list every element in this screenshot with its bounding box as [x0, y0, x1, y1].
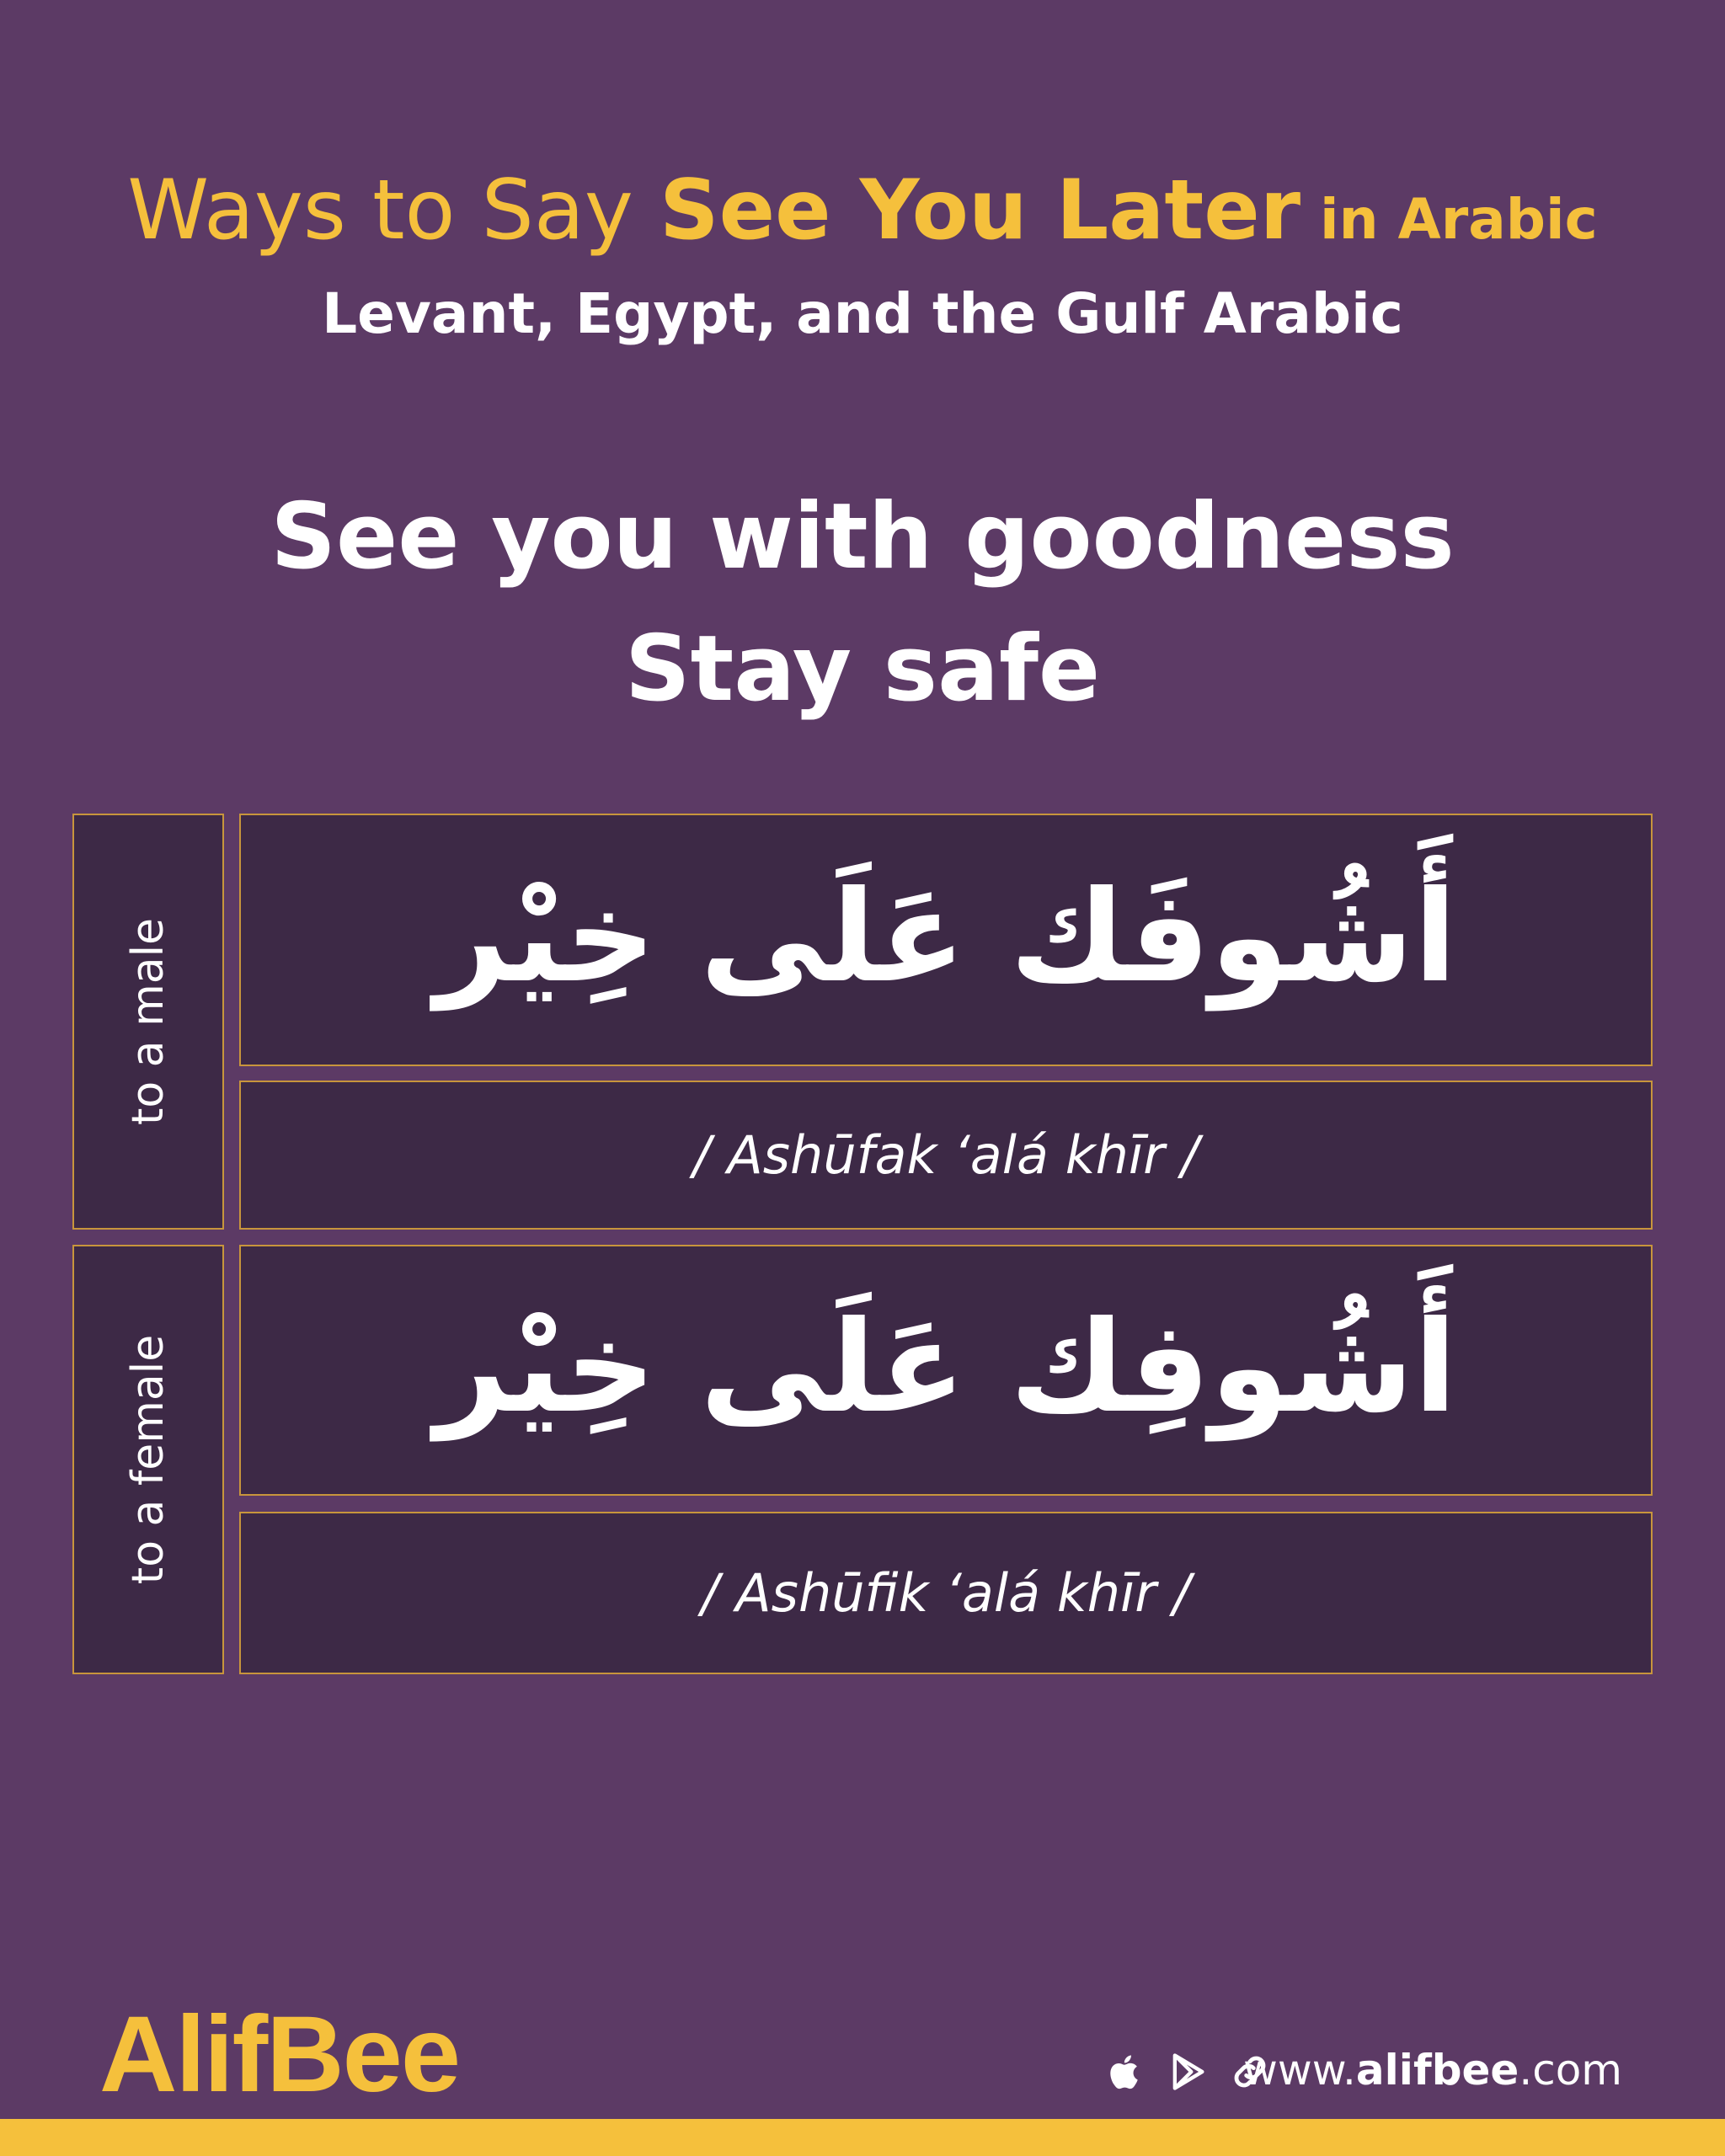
transliteration-female: / Ashūfik ʻalá khīr /	[701, 1561, 1191, 1624]
arabic-phrase-male: أَشُوفَك عَلَى خِيْر	[435, 864, 1457, 1011]
arabic-phrase-female: أَشُوفِك عَلَى خِيْر	[435, 1294, 1457, 1441]
transliteration-box-male	[239, 1081, 1653, 1230]
apple-icon[interactable]	[1103, 2050, 1147, 2094]
page-subtitle: Levant, Egypt, and the Gulf Arabic	[322, 281, 1403, 346]
url-prefix: www.	[1242, 2046, 1356, 2095]
transliteration-male: / Ashūfak ʻalá khīr /	[692, 1123, 1199, 1186]
meaning-line-1: See you with goodness	[270, 484, 1455, 590]
title-emphasis: See You Later	[660, 163, 1301, 259]
play-store-icon[interactable]	[1166, 2050, 1210, 2094]
audience-label-male: to a male	[123, 917, 174, 1126]
arabic-phrase-box-female	[239, 1245, 1653, 1496]
transliteration-box-female	[239, 1512, 1653, 1674]
url-brand: alifbee	[1355, 2046, 1519, 2095]
bottom-accent-bar	[0, 2119, 1725, 2156]
title-suffix: in Arabic	[1300, 187, 1598, 252]
meaning-line-2: Stay safe	[624, 616, 1101, 722]
url-suffix: .com	[1519, 2046, 1622, 2095]
title-prefix: Ways to Say	[127, 163, 660, 259]
website-link[interactable]	[1243, 2045, 1622, 2095]
arabic-phrase-box-male	[239, 814, 1653, 1066]
audience-label-box-male	[72, 814, 224, 1230]
alifbee-logo[interactable]: AlifBee	[99, 1994, 459, 2115]
audience-label-female: to a female	[123, 1334, 174, 1585]
audience-label-box-female	[72, 1245, 224, 1674]
page-title	[0, 164, 1725, 266]
